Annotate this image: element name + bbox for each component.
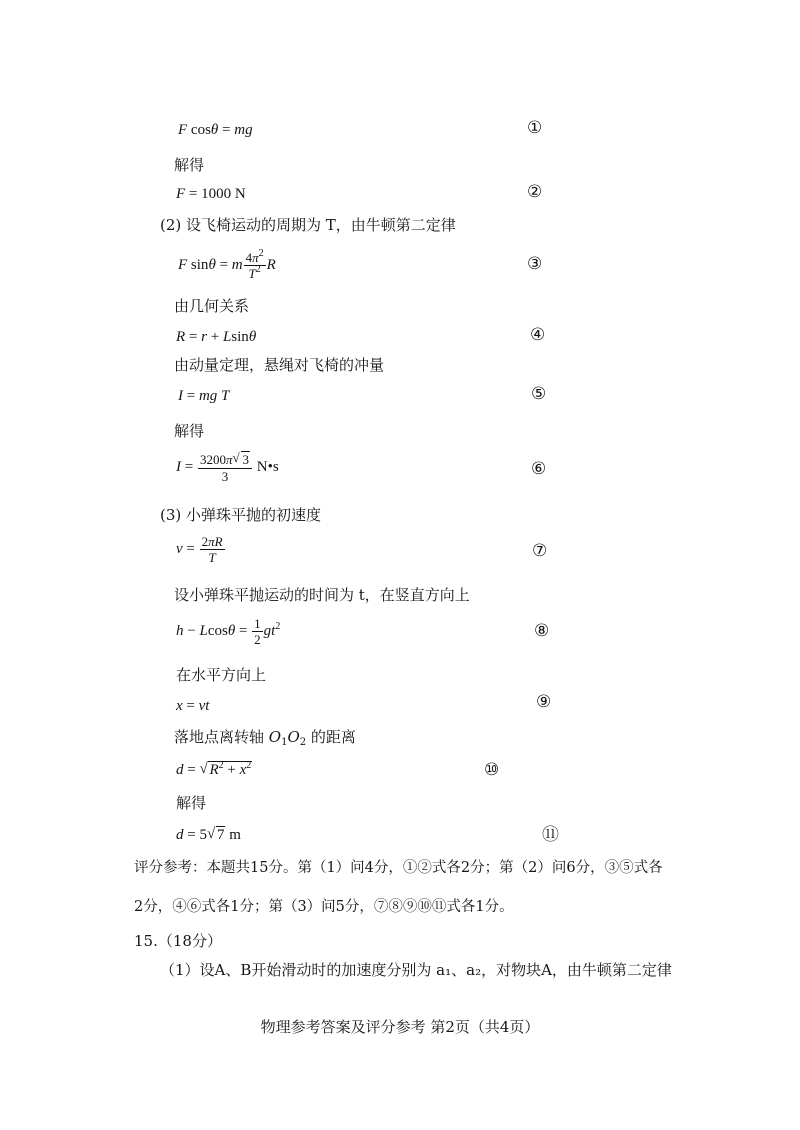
equation-marker-8: ⑧ [534, 621, 550, 641]
text-horizontal: 在水平方向上 [176, 666, 267, 684]
equation-marker-1: ① [527, 118, 543, 138]
equation-vertical: h − Lcosθ = $\frac{1}{2}$ $gt^2$ [176, 616, 281, 647]
scoring-note-line-2: 2分，④⑥式各1分；第（3）问5分，⑦⑧⑨⑩⑪式各1分。 [134, 899, 514, 915]
text-geometry: 由几何关系 [174, 297, 250, 315]
equation-marker-6: ⑥ [531, 459, 547, 479]
equation-marker-11: ⑪ [542, 825, 559, 845]
equation-distance-result: d = 5√ 7 m [176, 825, 241, 845]
part-2-intro: (2) 设飞椅运动的周期为 T，由牛顿第二定律 [160, 216, 456, 234]
text-jiede-1: 解得 [174, 156, 205, 174]
equation-marker-9: ⑨ [536, 692, 552, 712]
equation-marker-2: ② [527, 182, 543, 202]
text-time-vertical: 设小弹珠平抛运动的时间为 t，在竖直方向上 [174, 586, 470, 604]
equation-horizontal: x = vt [176, 698, 210, 714]
text-jiede-3: 解得 [176, 794, 207, 812]
page-footer: 物理参考答案及评分参考 第2页（共4页） [260, 1018, 540, 1036]
equation-marker-3: ③ [527, 254, 543, 274]
text-distance-axis: 落地点离转轴 $O_1O_2$ 的距离 [174, 728, 356, 748]
equation-impulse: I = mg T [178, 388, 230, 404]
equation-marker-7: ⑦ [532, 541, 548, 561]
text-momentum-theorem: 由动量定理，悬绳对飞椅的冲量 [174, 356, 385, 374]
equation-distance: d = √ $R^2 + x^2$ [176, 760, 252, 780]
equation-marker-10: ⑩ [484, 760, 500, 780]
text-jiede-2: 解得 [174, 422, 205, 440]
equation-f-1000: F = 1000 N [176, 186, 246, 202]
question-15-heading: 15.（18分） [134, 932, 222, 950]
equation-r: R = r + Lsinθ [176, 329, 257, 345]
equation-velocity: v = $\frac{2\pi R}{T}$ [176, 534, 223, 565]
equation-fcos: F cosθ = mg [178, 122, 253, 138]
equation-fsin: F sinθ = m $\frac{4\pi^2}{T^2}$ R [178, 248, 276, 281]
question-15-part-1: （1）设A、B开始滑动时的加速度分别为 a₁、a₂，对物块A，由牛顿第二定律 [160, 961, 672, 979]
equation-marker-5: ⑤ [531, 384, 547, 404]
part-3-intro: (3) 小弹珠平抛的初速度 [160, 506, 322, 524]
equation-impulse-result: I = $\frac{3200\pi√ 3}{3}$ N•s [176, 451, 279, 484]
equation-marker-4: ④ [530, 325, 546, 345]
scoring-note-line-1: 评分参考：本题共15分。第（1）问4分，①②式各2分；第（2）问6分，③⑤式各 [134, 860, 663, 876]
